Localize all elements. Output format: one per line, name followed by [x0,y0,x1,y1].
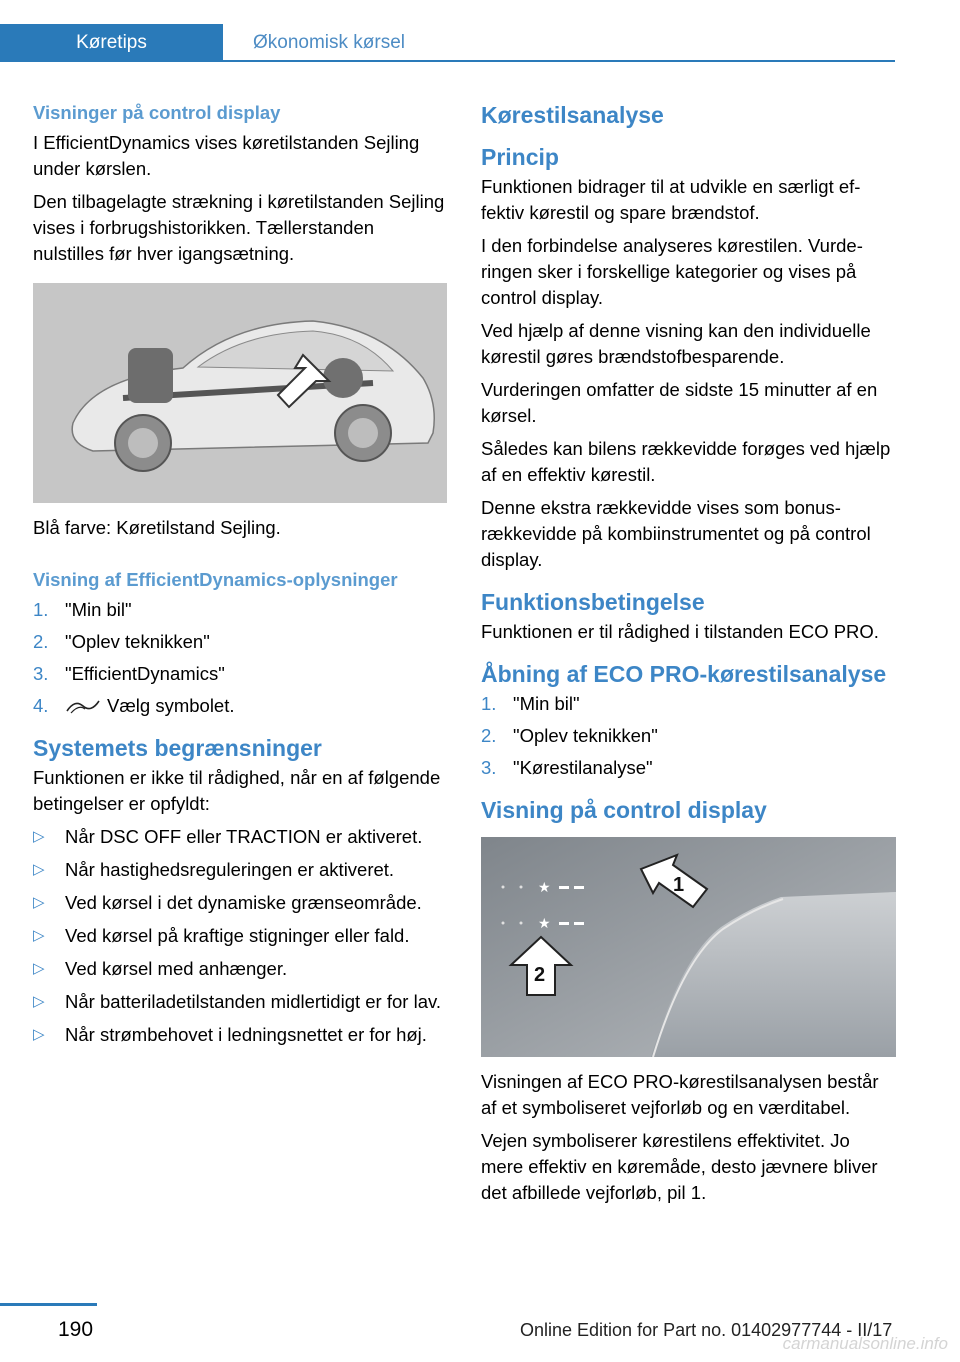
paragraph: Den tilbagelagte strækning i køretilstanden Sejling vises i forbrugshistorikken. Tællerstanden nulstilles før hver igangsætning. [33,191,445,264]
right-column [481,100,896,1213]
paragraph: Ved hjælp af denne visning kan den individuelle kørestil gøres brændstofbesparende. [481,320,871,367]
paragraph: Denne ekstra rækkevidde vises som bonusrækkevidde på kombiinstrumentet og på control display. [481,497,871,570]
svg-text:★: ★ [538,880,551,896]
header-bar [0,0,895,62]
steps-efficientdynamics [33,597,447,719]
steps-opening [481,691,896,781]
triangle-bullet-icon: ▷ [33,927,45,944]
paragraph: Funktionen er til rådighed i tilstanden ECO PRO. [481,621,879,642]
list-item: ▷ Ved kørsel på kraftige stigninger eller fald. [33,923,447,949]
paragraph: I EfficientDynamics vises køretilstanden Sejling under kørslen. [33,132,420,179]
section-heading-limitations: Systemets begrænsninger [33,735,322,761]
svg-text:1: 1 [673,874,685,896]
tab-okonomisk-korsel[interactable]: Økonomisk kørsel [252,32,406,53]
step-item: 1. "Min bil" [33,599,132,620]
section-heading-condition: Funktionsbetingelse [481,589,705,615]
step-item: 1. "Min bil" [481,693,580,714]
tab-koretips[interactable]: Køretips [0,24,223,60]
list-item: ▷ Når strømbehovet i ledningsnettet er for høj. [33,1022,447,1048]
page-title: Kørestilsanalyse [481,102,664,128]
watermark: carmanualsonline.info [782,1334,948,1353]
figure-caption: Blå farve: Køretilstand Sejling. [33,517,281,538]
paragraph: Vejen symboliserer kørestilens effektivitet. Jo mere effektiv en køremåde, desto jævnere bliver det afbillede vejforløb, pil 1. [481,1130,878,1203]
section-heading-control-display: Visninger på control display [33,102,281,123]
triangle-bullet-icon: ▷ [33,1026,45,1043]
paragraph: Funktionen er ikke til rådighed, når en af følgende betingelser er opfyldt: [33,767,441,814]
svg-text:★: ★ [538,916,551,932]
list-item: ▷ Ved kørsel med anhænger. [33,956,447,982]
triangle-bullet-icon: ▷ [33,993,45,1010]
list-item: ▷ Når hastighedsreguleringen er aktiveret. [33,857,447,883]
paragraph: Således kan bilens rækkevidde forøges ved hjælp af en effektiv kørestil. [481,438,891,485]
step-item: 2. "Oplev teknikken" [481,725,658,746]
step-item: 3. "Kørestilanalyse" [481,757,653,778]
triangle-bullet-icon: ▷ [33,828,45,845]
eco-pro-display-illustration [481,837,896,1057]
section-heading-display: Visning på control display [481,797,767,823]
eco-road-icon [65,697,101,715]
triangle-bullet-icon: ▷ [33,894,45,911]
triangle-bullet-icon: ▷ [33,861,45,878]
edition-footer: Online Edition for Part no. 01402977744 - II/17 [520,1320,893,1340]
step-item: 4. Vælg symbolet. [33,695,235,716]
car-illustration [33,283,447,503]
paragraph: Vurderingen omfatter de sidste 15 minutter af en kørsel. [481,379,878,426]
list-item: ▷ Når batteriladetilstanden midlertidigt er for lav. [33,989,447,1015]
header-divider [0,60,895,62]
svg-text:2: 2 [534,964,546,986]
display-drawing [481,837,896,1057]
section-heading-efficientdynamics: Visning af EfficientDynamics-oplysninger [33,569,398,590]
left-column [33,100,447,1055]
paragraph: I den forbindelse analyseres kørestilen. Vurderingen sker i forskellige kategorier og vises på control display. [481,235,863,308]
triangle-bullet-icon: ▷ [33,960,45,977]
car-drawing [33,283,447,503]
paragraph: Funktionen bidrager til at udvikle en særligt effektiv kørestil og spare brændstof. [481,176,861,223]
step-item: 2. "Oplev teknikken" [33,631,210,652]
section-heading-opening: Åbning af ECO PRO-kørestilsanalyse [481,661,887,687]
page-number-divider [0,1303,97,1306]
paragraph: Visningen af ECO PRO-kørestilsanalysen består af et symboliseret vejforløb og en værditabel. [481,1071,879,1118]
limitations-list [33,824,447,1048]
step-item: 3. "EfficientDynamics" [33,663,225,684]
section-heading-principle: Princip [481,144,559,170]
list-item: ▷ Ved kørsel i det dynamiske grænseområde. [33,890,447,916]
page-number: 190 [58,1318,94,1341]
list-item: ▷ Når DSC OFF eller TRACTION er aktiveret. [33,824,447,850]
